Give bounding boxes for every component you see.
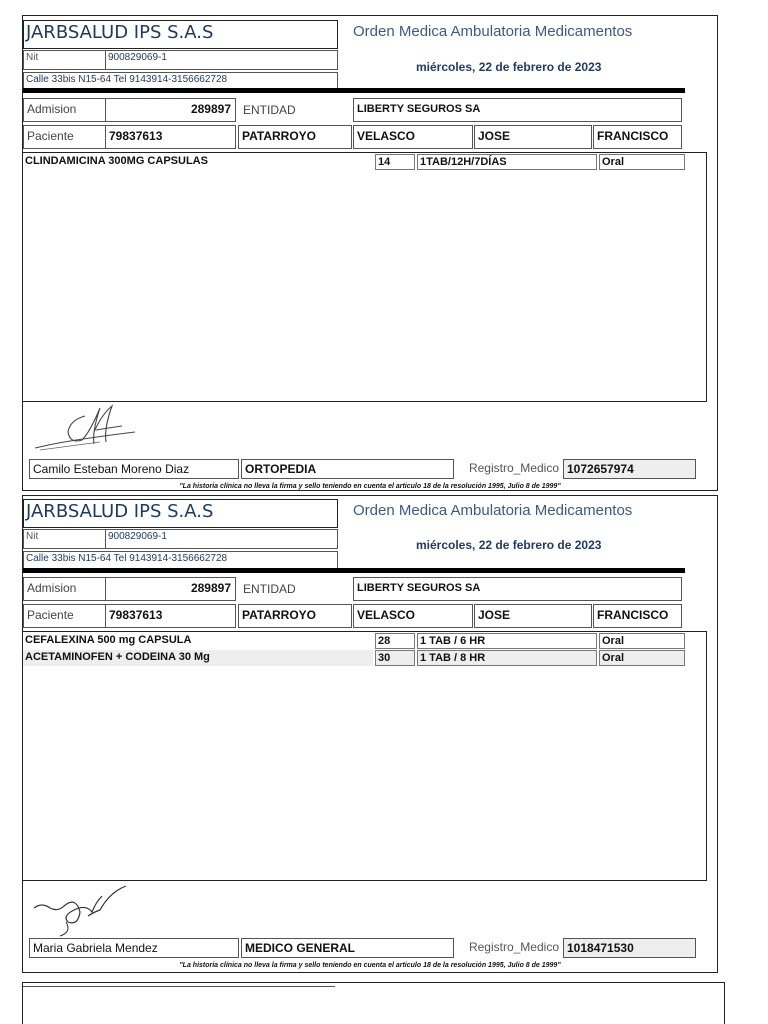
next-order-form bbox=[22, 982, 725, 1024]
medication-qty: 30 bbox=[375, 650, 415, 666]
doctor-signature-image bbox=[30, 882, 130, 938]
clinic-name: JARBSALUD IPS S.A.S bbox=[23, 20, 338, 49]
admision-value: 289897 bbox=[105, 577, 236, 601]
clinic-name: JARBSALUD IPS S.A.S bbox=[23, 499, 338, 528]
entidad-value: LIBERTY SEGUROS SA bbox=[353, 98, 682, 122]
registro-label: Registro_Medico bbox=[468, 461, 559, 475]
nit-value: 900829069-1 bbox=[105, 50, 338, 70]
nit-label: Nit bbox=[23, 50, 106, 70]
entidad-label: ENTIDAD bbox=[243, 103, 296, 117]
legal-note: "La historia clínica no lleva la firma y sello teniendo en cuenta el articulo 18 de la resolución 1995, Julio 8 de 1999" bbox=[179, 962, 561, 969]
patient-firstname-1: JOSE bbox=[474, 604, 592, 628]
medication-route: Oral bbox=[599, 633, 685, 649]
patient-firstname-2: FRANCISCO bbox=[593, 604, 682, 628]
paciente-label: Paciente bbox=[23, 125, 106, 149]
medication-qty: 28 bbox=[375, 633, 415, 649]
nit-label: Nit bbox=[23, 529, 106, 549]
legal-note: "La historia clínica no lleva la firma y sello teniendo en cuenta el articulo 18 de la resolución 1995, Julio 8 de 1999" bbox=[179, 483, 561, 490]
registro-value: 1018471530 bbox=[563, 938, 696, 958]
paciente-label: Paciente bbox=[23, 604, 106, 628]
form-title: Orden Medica Ambulatoria Medicamentos bbox=[353, 502, 633, 519]
entidad-label: ENTIDAD bbox=[243, 582, 296, 596]
medication-name: CEFALEXINA 500 mg CAPSULA bbox=[25, 634, 192, 646]
doctor-signature-image bbox=[30, 402, 140, 454]
entidad-value: LIBERTY SEGUROS SA bbox=[353, 577, 682, 601]
doctor-specialty: MEDICO GENERAL bbox=[241, 938, 454, 958]
order-date: miércoles, 22 de febrero de 2023 bbox=[416, 538, 602, 552]
patient-firstname-2: FRANCISCO bbox=[593, 125, 682, 149]
medication-dose: 1 TAB / 6 HR bbox=[417, 633, 597, 649]
doctor-specialty: ORTOPEDIA bbox=[241, 459, 454, 479]
medication-route: Oral bbox=[599, 154, 685, 170]
order-date: miércoles, 22 de febrero de 2023 bbox=[416, 60, 602, 74]
medications-panel bbox=[22, 152, 707, 402]
doctor-name: Maria Gabriela Mendez bbox=[29, 938, 239, 958]
patient-lastname-1: PATARROYO bbox=[238, 604, 352, 628]
medication-name: CLINDAMICINA 300MG CAPSULAS bbox=[25, 155, 208, 167]
registro-value: 1072657974 bbox=[563, 459, 696, 479]
doctor-name: Camilo Esteban Moreno Diaz bbox=[29, 459, 239, 479]
admision-value: 289897 bbox=[105, 98, 236, 122]
admision-label: Admision bbox=[23, 98, 106, 122]
header-divider bbox=[23, 88, 685, 93]
medication-name: ACETAMINOFEN + CODEINA 30 Mg bbox=[23, 650, 373, 666]
patient-id: 79837613 bbox=[105, 125, 236, 149]
patient-id: 79837613 bbox=[105, 604, 236, 628]
nit-value: 900829069-1 bbox=[105, 529, 338, 549]
clinic-address: Calle 33bis N15-64 Tel 9143914-3156662728 bbox=[23, 72, 338, 90]
clinic-address: Calle 33bis N15-64 Tel 9143914-3156662728 bbox=[23, 551, 338, 569]
patient-lastname-2: VELASCO bbox=[353, 604, 473, 628]
patient-firstname-1: JOSE bbox=[474, 125, 592, 149]
form-title: Orden Medica Ambulatoria Medicamentos bbox=[353, 23, 633, 40]
admision-label: Admision bbox=[23, 577, 106, 601]
header-divider bbox=[23, 568, 685, 573]
next-order-header-line bbox=[23, 986, 335, 987]
medication-dose: 1TAB/12H/7DÍAS bbox=[417, 154, 597, 170]
patient-lastname-2: VELASCO bbox=[353, 125, 473, 149]
medication-qty: 14 bbox=[375, 154, 415, 170]
patient-lastname-1: PATARROYO bbox=[238, 125, 352, 149]
medication-route: Oral bbox=[599, 650, 685, 666]
medication-dose: 1 TAB / 8 HR bbox=[417, 650, 597, 666]
registro-label: Registro_Medico bbox=[468, 940, 559, 954]
medications-panel bbox=[22, 631, 707, 881]
